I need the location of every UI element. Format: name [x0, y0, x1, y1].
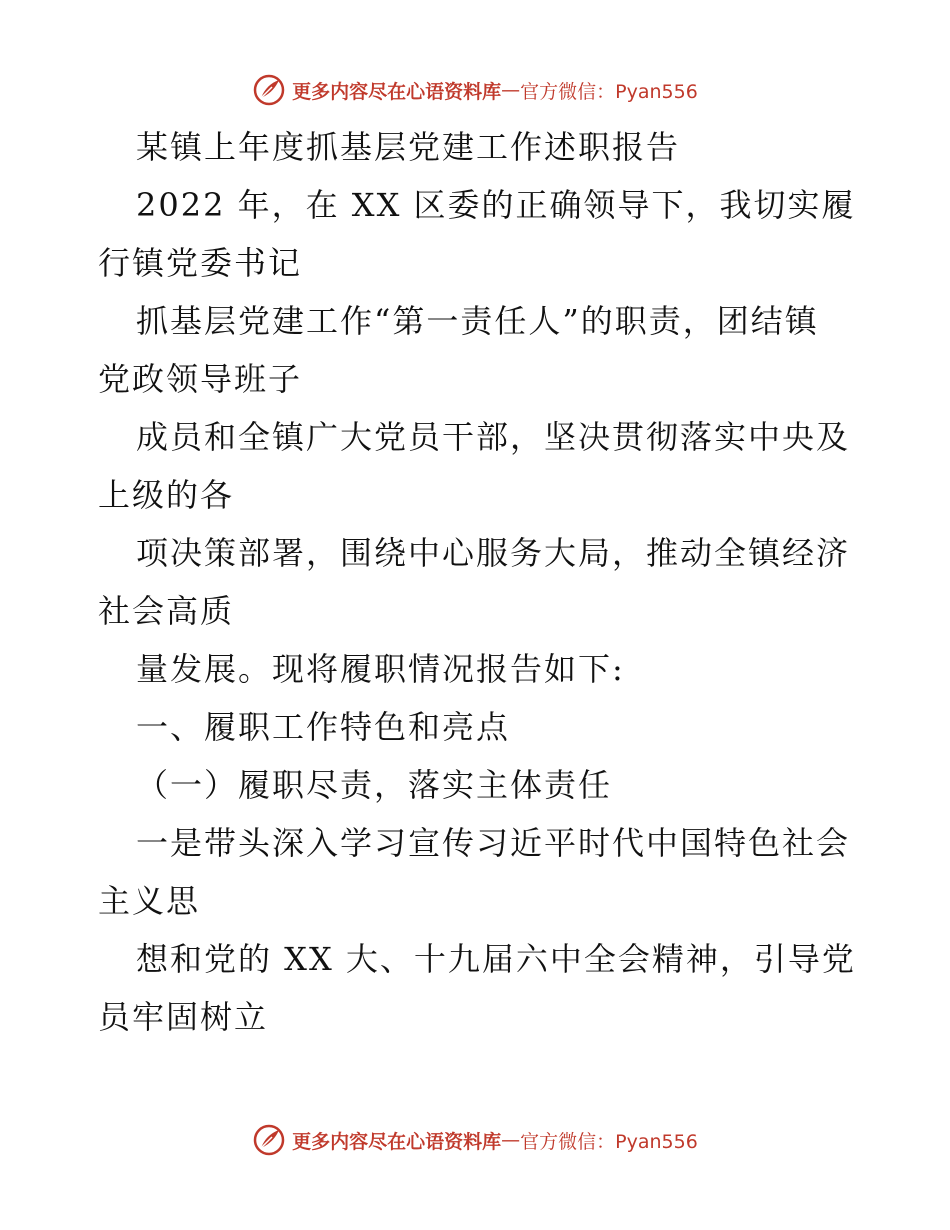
watermark-separator: — [501, 1129, 521, 1151]
document-body [98, 118, 858, 1046]
section-heading: 一、履职工作特色和亮点 [136, 708, 511, 746]
paragraph-line: 2022 年，在 XX 区委的正确领导下，我切实履 [136, 186, 856, 224]
feather-pen-logo-icon [252, 1123, 286, 1157]
paragraph-line: 行镇党委书记 [98, 244, 303, 282]
watermark-main-text: 更多内容尽在心语资料库 [292, 80, 502, 103]
watermark-suffix: 官方微信：Pyan556 [520, 80, 698, 103]
paragraph-line: 社会高质 [98, 592, 235, 630]
paragraph-line: 上级的各 [98, 476, 235, 514]
paragraph-line: 员牢固树立 [98, 998, 269, 1036]
paragraph-line: 想和党的 XX 大、十九届六中全会精神，引导党 [136, 940, 856, 978]
paragraph-line: 一是带头深入学习宣传习近平时代中国特色社会 [136, 824, 851, 862]
watermark-suffix: 官方微信：Pyan556 [520, 1130, 698, 1153]
paragraph-line: 党政领导班子 [98, 360, 303, 398]
watermark-banner-bottom [0, 1120, 950, 1160]
feather-pen-logo-icon [252, 73, 286, 107]
paragraph-line: 抓基层党建工作“第一责任人”的职责，团结镇 [136, 302, 819, 340]
paragraph-line: 成员和全镇广大党员干部，坚决贯彻落实中央及 [136, 418, 851, 456]
paragraph-line: 项决策部署，围绕中心服务大局，推动全镇经济 [136, 534, 851, 572]
watermark-banner-top [0, 70, 950, 110]
subsection-heading: （一）履职尽责，落实主体责任 [136, 766, 613, 804]
watermark-main-text: 更多内容尽在心语资料库 [292, 1130, 502, 1153]
paragraph-line: 主义思 [98, 882, 201, 920]
watermark-separator: — [501, 79, 521, 101]
document-title: 某镇上年度抓基层党建工作述职报告 [136, 128, 681, 166]
paragraph-line: 量发展。现将履职情况报告如下: [136, 650, 625, 688]
